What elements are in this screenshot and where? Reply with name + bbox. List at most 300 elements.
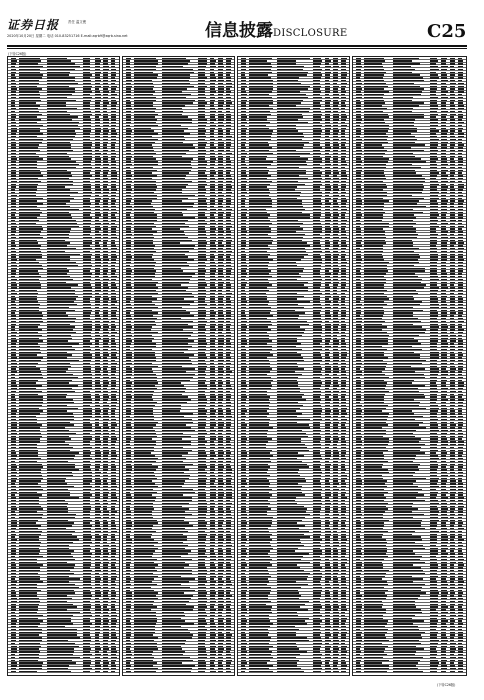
table-cell xyxy=(226,508,230,509)
table-cell xyxy=(134,80,151,81)
table-cell xyxy=(134,72,153,73)
table-cell xyxy=(47,427,66,428)
table-cell xyxy=(126,654,131,655)
table-cell xyxy=(333,254,338,255)
table-cell xyxy=(111,203,115,204)
table-cell xyxy=(241,133,246,134)
table-cell xyxy=(111,646,116,647)
table-cell xyxy=(249,531,269,532)
table-cell xyxy=(162,643,185,644)
table-cell xyxy=(134,209,155,210)
table-cell xyxy=(11,581,16,582)
table-cell xyxy=(95,637,100,638)
table-cell xyxy=(226,349,230,350)
table-cell xyxy=(226,335,231,336)
table-cell xyxy=(218,231,223,232)
table-cell xyxy=(210,534,216,535)
table-cell xyxy=(277,254,308,255)
table-cell xyxy=(198,226,204,227)
table-cell xyxy=(325,550,332,551)
table-cell xyxy=(249,186,267,187)
table-cell xyxy=(11,598,16,599)
table-cell xyxy=(313,142,320,143)
table-cell xyxy=(83,111,90,112)
table-cell xyxy=(83,329,91,330)
table-cell xyxy=(11,567,15,568)
table-cell xyxy=(11,368,16,369)
table-cell xyxy=(47,139,73,140)
table-cell xyxy=(103,461,107,462)
table-cell xyxy=(249,466,270,467)
table-cell xyxy=(47,646,79,647)
table-cell xyxy=(162,578,195,579)
table-cell xyxy=(95,601,101,602)
table-cell xyxy=(83,413,92,414)
table-cell xyxy=(313,464,320,465)
table-cell xyxy=(325,282,331,283)
table-cell xyxy=(325,452,331,453)
table-cell xyxy=(277,209,305,210)
table-cell xyxy=(277,391,300,392)
table-cell xyxy=(313,455,321,456)
table-cell xyxy=(103,284,108,285)
table-cell xyxy=(198,570,207,571)
table-cell xyxy=(11,536,15,537)
table-cell xyxy=(249,290,269,291)
table-cell xyxy=(83,142,92,143)
table-cell xyxy=(103,576,107,577)
table-cell xyxy=(95,116,100,117)
table-cell xyxy=(95,503,100,504)
table-cell xyxy=(162,226,190,227)
table-cell xyxy=(333,466,338,467)
table-cell xyxy=(198,374,206,375)
table-cell xyxy=(83,385,91,386)
table-cell xyxy=(47,405,67,406)
table-cell xyxy=(226,352,231,353)
table-cell xyxy=(198,363,206,364)
table-cell xyxy=(249,88,273,89)
table-cell xyxy=(198,83,205,84)
table-cell xyxy=(210,105,215,106)
table-cell xyxy=(83,480,91,481)
table-cell xyxy=(83,629,90,630)
table-cell xyxy=(19,548,39,549)
table-cell xyxy=(103,433,108,434)
table-cell xyxy=(249,553,268,554)
table-cell xyxy=(218,301,222,302)
table-cell xyxy=(134,447,154,448)
table-cell xyxy=(241,83,245,84)
table-cell xyxy=(11,301,15,302)
table-cell xyxy=(47,514,76,515)
table-cell xyxy=(241,111,245,112)
table-cell xyxy=(226,228,230,229)
table-cell xyxy=(218,282,224,283)
table-cell xyxy=(162,553,188,554)
table-cell xyxy=(162,542,183,543)
table-cell xyxy=(95,136,100,137)
table-cell xyxy=(333,142,337,143)
table-cell xyxy=(249,307,271,308)
table-cell xyxy=(341,184,345,185)
table-cell xyxy=(47,581,69,582)
table-cell xyxy=(134,430,155,431)
table-cell xyxy=(47,214,72,215)
table-cell xyxy=(83,643,90,644)
table-cell xyxy=(341,175,346,176)
table-cell xyxy=(126,469,131,470)
table-cell xyxy=(19,94,40,95)
table-cell xyxy=(103,665,108,666)
table-cell xyxy=(277,214,310,215)
table-cell xyxy=(19,318,42,319)
table-cell xyxy=(111,139,116,140)
table-cell xyxy=(134,592,158,593)
table-cell xyxy=(198,220,204,221)
table-cell xyxy=(162,452,188,453)
table-cell xyxy=(313,436,321,437)
table-cell xyxy=(198,492,206,493)
table-cell xyxy=(103,553,108,554)
table-cell xyxy=(111,413,115,414)
table-cell xyxy=(134,340,152,341)
table-cell xyxy=(11,226,16,227)
table-cell xyxy=(111,559,116,560)
table-cell xyxy=(95,550,101,551)
table-cell xyxy=(341,545,346,546)
table-cell xyxy=(134,458,157,459)
table-cell xyxy=(19,517,42,518)
table-cell xyxy=(103,556,108,557)
table-cell xyxy=(249,475,270,476)
table-cell xyxy=(218,254,223,255)
table-cell xyxy=(218,648,223,649)
table-cell xyxy=(47,601,67,602)
table-cell xyxy=(134,156,153,157)
table-cell xyxy=(19,312,42,313)
table-cell xyxy=(241,270,245,271)
table-cell xyxy=(226,282,230,283)
table-cell xyxy=(313,503,322,504)
table-cell xyxy=(95,114,101,115)
table-cell xyxy=(198,282,205,283)
table-cell xyxy=(226,366,230,367)
table-cell xyxy=(210,142,215,143)
table-cell xyxy=(19,486,41,487)
table-cell xyxy=(218,276,223,277)
table-cell xyxy=(241,80,246,81)
table-cell xyxy=(226,380,230,381)
table-cell xyxy=(83,226,90,227)
table-cell xyxy=(241,539,246,540)
table-cell xyxy=(11,203,16,204)
table-cell xyxy=(95,366,100,367)
table-cell xyxy=(198,646,205,647)
table-cell xyxy=(162,601,189,602)
table-cell xyxy=(325,480,330,481)
table-cell xyxy=(210,158,216,159)
table-cell xyxy=(19,69,40,70)
table-cell xyxy=(11,396,15,397)
table-cell xyxy=(198,539,205,540)
table-cell xyxy=(47,346,73,347)
table-cell xyxy=(341,212,345,213)
table-cell xyxy=(103,357,107,358)
table-cell xyxy=(111,464,115,465)
table-cell xyxy=(11,60,16,61)
table-cell xyxy=(226,562,230,563)
table-cell xyxy=(83,620,90,621)
table-cell xyxy=(325,472,331,473)
table-cell xyxy=(83,301,90,302)
table-cell xyxy=(249,489,272,490)
table-cell xyxy=(313,307,321,308)
table-cell xyxy=(83,598,90,599)
table-cell xyxy=(249,525,271,526)
table-cell xyxy=(210,396,216,397)
table-cell xyxy=(218,441,222,442)
table-cell xyxy=(198,80,205,81)
table-cell xyxy=(95,461,101,462)
table-cell xyxy=(162,108,183,109)
table-cell xyxy=(210,156,216,157)
table-cell xyxy=(162,620,185,621)
table-cell xyxy=(241,424,247,425)
table-cell xyxy=(226,494,231,495)
table-cell xyxy=(103,217,108,218)
table-cell xyxy=(313,458,321,459)
table-cell xyxy=(126,494,131,495)
table-cell xyxy=(325,156,331,157)
table-cell xyxy=(103,128,108,129)
table-cell xyxy=(134,318,157,319)
table-cell xyxy=(19,497,38,498)
table-cell xyxy=(241,553,246,554)
table-cell xyxy=(277,354,301,355)
table-cell xyxy=(11,338,16,339)
table-cell xyxy=(47,394,68,395)
table-cell xyxy=(47,184,73,185)
table-cell xyxy=(341,494,345,495)
table-cell xyxy=(11,646,16,647)
table-cell xyxy=(111,150,115,151)
table-cell xyxy=(162,564,189,565)
table-cell xyxy=(111,539,116,540)
table-cell xyxy=(83,326,91,327)
table-cell xyxy=(341,114,346,115)
table-cell xyxy=(249,321,271,322)
table-cell xyxy=(47,307,69,308)
table-cell xyxy=(162,646,181,647)
table-cell xyxy=(95,296,101,297)
table-cell xyxy=(47,100,76,101)
table-cell xyxy=(325,310,330,311)
table-cell xyxy=(226,74,230,75)
table-cell xyxy=(226,514,231,515)
table-cell xyxy=(341,371,346,372)
table-cell xyxy=(313,279,322,280)
table-cell xyxy=(210,290,216,291)
table-cell xyxy=(95,293,100,294)
table-cell xyxy=(210,657,215,658)
table-cell xyxy=(198,273,204,274)
table-cell xyxy=(162,270,184,271)
table-cell xyxy=(83,298,90,299)
table-cell xyxy=(47,598,72,599)
table-cell xyxy=(111,668,116,669)
table-cell xyxy=(325,203,332,204)
table-cell xyxy=(11,128,16,129)
table-cell xyxy=(47,609,67,610)
table-cell xyxy=(277,422,297,423)
table-cell xyxy=(95,654,101,655)
table-cell xyxy=(47,105,66,106)
table-cell xyxy=(134,646,157,647)
table-cell xyxy=(111,556,115,557)
table-cell xyxy=(313,520,320,521)
table-cell xyxy=(210,634,216,635)
table-cell xyxy=(47,147,71,148)
table-cell xyxy=(103,130,108,131)
table-cell xyxy=(226,492,231,493)
table-cell xyxy=(111,542,115,543)
table-cell xyxy=(198,265,205,266)
table-cell xyxy=(134,419,154,420)
table-cell xyxy=(19,525,41,526)
table-cell xyxy=(218,584,222,585)
table-cell xyxy=(241,296,245,297)
table-cell xyxy=(83,662,90,663)
table-cell xyxy=(19,279,39,280)
table-cell xyxy=(249,206,271,207)
table-cell xyxy=(341,181,346,182)
table-cell xyxy=(11,80,15,81)
table-cell xyxy=(47,511,68,512)
table-cell xyxy=(162,416,185,417)
table-cell xyxy=(341,506,346,507)
table-cell xyxy=(325,497,330,498)
table-cell xyxy=(218,497,223,498)
table-cell xyxy=(341,100,346,101)
table-cell xyxy=(277,545,304,546)
table-cell xyxy=(111,394,116,395)
table-cell xyxy=(126,394,131,395)
table-cell xyxy=(313,450,319,451)
table-cell xyxy=(210,338,217,339)
table-cell xyxy=(162,536,187,537)
table-cell xyxy=(226,198,231,199)
table-cell xyxy=(95,150,100,151)
table-cell xyxy=(333,282,338,283)
table-cell xyxy=(134,394,152,395)
table-cell xyxy=(19,326,38,327)
table-cell xyxy=(11,506,16,507)
table-cell xyxy=(83,584,90,585)
table-cell xyxy=(341,307,346,308)
table-cell xyxy=(103,312,108,313)
table-cell xyxy=(333,321,338,322)
table-cell xyxy=(341,396,345,397)
table-cell xyxy=(313,102,320,103)
table-cell xyxy=(134,494,152,495)
table-cell xyxy=(241,108,245,109)
table-cell xyxy=(103,290,107,291)
table-cell xyxy=(47,368,68,369)
table-cell xyxy=(134,83,152,84)
table-cell xyxy=(218,265,223,266)
table-cell xyxy=(126,391,132,392)
table-cell xyxy=(103,178,107,179)
table-cell xyxy=(47,391,75,392)
table-cell xyxy=(333,66,338,67)
table-cell xyxy=(313,413,320,414)
table-cell xyxy=(126,408,131,409)
table-cell xyxy=(103,203,107,204)
table-cell xyxy=(325,214,331,215)
table-cell xyxy=(226,83,231,84)
table-cell xyxy=(226,629,231,630)
table-cell xyxy=(313,228,322,229)
table-cell xyxy=(198,416,206,417)
table-cell xyxy=(198,335,205,336)
table-cell xyxy=(198,598,207,599)
table-cell xyxy=(83,80,91,81)
table-cell xyxy=(241,321,246,322)
table-cell xyxy=(277,424,310,425)
table-cell xyxy=(249,534,272,535)
table-cell xyxy=(210,125,216,126)
table-cell xyxy=(111,654,116,655)
table-cell xyxy=(19,514,43,515)
table-cell xyxy=(83,310,92,311)
table-cell xyxy=(83,354,91,355)
table-cell xyxy=(95,609,101,610)
table-cell xyxy=(19,646,41,647)
table-cell xyxy=(198,214,205,215)
table-cell xyxy=(83,648,90,649)
table-cell xyxy=(162,458,186,459)
table-cell xyxy=(162,352,184,353)
table-cell xyxy=(134,167,152,168)
table-cell xyxy=(19,217,37,218)
table-cell xyxy=(95,164,101,165)
table-cell xyxy=(19,276,40,277)
table-cell xyxy=(341,567,346,568)
table-cell xyxy=(249,240,273,241)
table-cell xyxy=(111,595,116,596)
table-cell xyxy=(277,464,307,465)
table-cell xyxy=(19,158,43,159)
table-cell xyxy=(126,559,131,560)
table-cell xyxy=(111,144,115,145)
table-cell xyxy=(241,237,246,238)
table-cell xyxy=(210,346,215,347)
table-cell xyxy=(83,88,91,89)
table-cell xyxy=(162,363,193,364)
table-cell xyxy=(95,623,101,624)
table-cell xyxy=(325,349,330,350)
table-cell xyxy=(95,506,101,507)
table-cell xyxy=(341,130,345,131)
table-cell xyxy=(325,181,331,182)
table-cell xyxy=(111,374,115,375)
table-cell xyxy=(111,270,115,271)
table-cell xyxy=(341,86,346,87)
table-cell xyxy=(218,643,222,644)
table-cell xyxy=(47,497,79,498)
table-cell xyxy=(277,396,302,397)
